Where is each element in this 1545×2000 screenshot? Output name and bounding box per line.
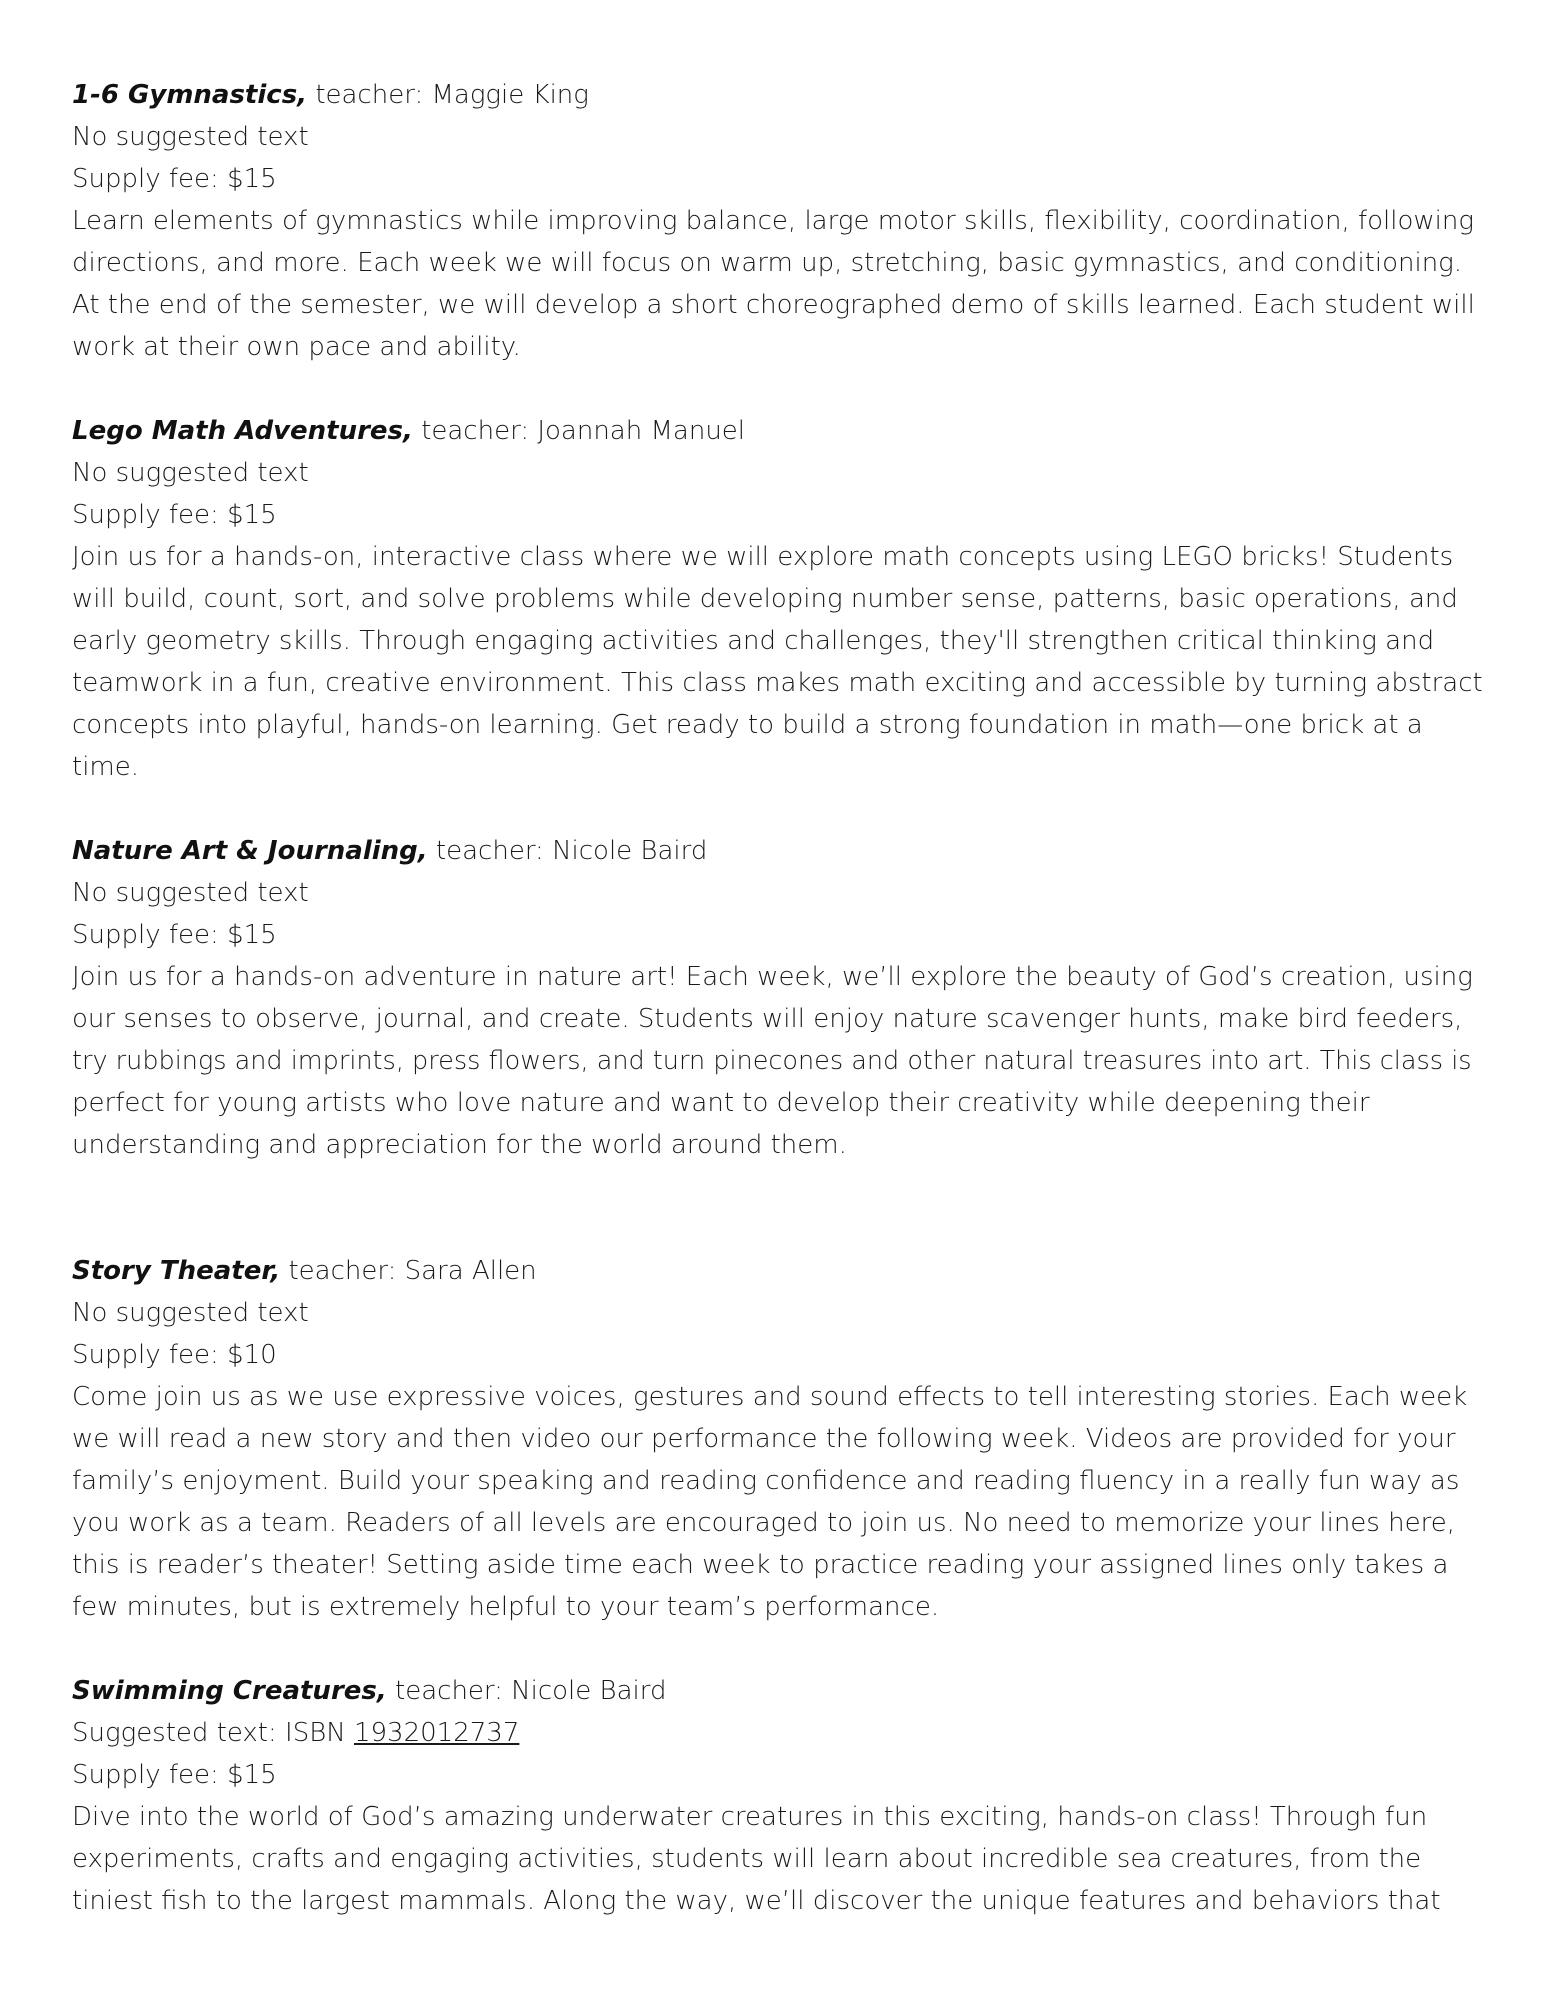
description-line: Join us for a hands-on, interactive class where we will explore math concepts using LEGO bricks! Students (72, 542, 1454, 572)
course-heading (72, 410, 1492, 452)
description-line: time. (72, 752, 140, 782)
supply-fee: Supply fee: $15 (72, 500, 277, 530)
course-lego-math (72, 410, 1492, 788)
course-teacher: teacher: Sara Allen (288, 1256, 537, 1286)
course-title: Lego Math Adventures, (72, 416, 413, 446)
suggested-text: No suggested text (72, 122, 309, 152)
course-title: Nature Art & Journaling, (72, 836, 428, 866)
description-line: understanding and appreciation for the world around them. (72, 1130, 847, 1160)
description-line: tiniest fish to the largest mammals. Along the way, we’ll discover the unique features and behaviors that (72, 1886, 1441, 1916)
description-line: Learn elements of gymnastics while improving balance, large motor skills, flexibility, coordination, following (72, 206, 1474, 236)
description-line: perfect for young artists who love nature and want to develop their creativity while deepening their (72, 1088, 1370, 1118)
description-line: will build, count, sort, and solve problems while developing number sense, patterns, basic operations, and (72, 584, 1458, 614)
supply-fee: Supply fee: $10 (72, 1340, 277, 1370)
description-line: experiments, crafts and engaging activities, students will learn about incredible sea creatures, from the (72, 1844, 1422, 1874)
isbn-link[interactable]: 1932012737 (353, 1718, 520, 1748)
suggested-text-prefix: Suggested text: ISBN (72, 1718, 346, 1748)
description-line: concepts into playful, hands-on learning. Get ready to build a strong foundation in math—one brick at a (72, 710, 1423, 740)
description-line: At the end of the semester, we will develop a short choreographed demo of skills learned. Each student will (72, 290, 1475, 320)
supply-fee: Supply fee: $15 (72, 1760, 277, 1790)
course-heading (72, 1250, 1492, 1292)
suggested-text: No suggested text (72, 878, 309, 908)
course-heading (72, 74, 1492, 116)
course-teacher: teacher: Joannah Manuel (421, 416, 746, 446)
course-gymnastics (72, 74, 1492, 368)
course-story-theater (72, 1250, 1492, 1628)
description-line: few minutes, but is extremely helpful to your team’s performance. (72, 1592, 940, 1622)
description-line: teamwork in a fun, creative environment. This class makes math exciting and accessible by turning abstract (72, 668, 1483, 698)
suggested-text: No suggested text (72, 458, 309, 488)
description-line: family’s enjoyment. Build your speaking and reading confidence and reading fluency in a really fun way as (72, 1466, 1460, 1496)
description-line: this is reader’s theater! Setting aside time each week to practice reading your assigned lines only takes a (72, 1550, 1449, 1580)
supply-fee: Supply fee: $15 (72, 164, 277, 194)
course-teacher: teacher: Maggie King (315, 80, 589, 110)
document-page (72, 74, 1492, 1922)
description-line: try rubbings and imprints, press flowers, and turn pinecones and other natural treasures into art. This class is (72, 1046, 1472, 1076)
course-swimming-creatures (72, 1670, 1492, 1922)
description-line: you work as a team. Readers of all levels are encouraged to join us. No need to memorize your lines here, (72, 1508, 1455, 1538)
description-line: directions, and more. Each week we will focus on warm up, stretching, basic gymnastics, and conditioning. (72, 248, 1463, 278)
supply-fee: Supply fee: $15 (72, 920, 277, 950)
description-line: work at their own pace and ability. (72, 332, 521, 362)
course-title: 1-6 Gymnastics, (72, 80, 308, 110)
description-line: our senses to observe, journal, and create. Students will enjoy nature scavenger hunts, make bird feeders, (72, 1004, 1463, 1034)
description-line: we will read a new story and then video our performance the following week. Videos are provided for your (72, 1424, 1456, 1454)
description-line: Come join us as we use expressive voices, gestures and sound effects to tell interesting stories. Each week (72, 1382, 1468, 1412)
course-heading (72, 830, 1492, 872)
course-title: Swimming Creatures, (72, 1676, 387, 1706)
description-line: Dive into the world of God’s amazing underwater creatures in this exciting, hands-on class! Through fun (72, 1802, 1428, 1832)
course-teacher: teacher: Nicole Baird (395, 1676, 667, 1706)
course-nature-art (72, 830, 1492, 1166)
course-heading (72, 1670, 1492, 1712)
suggested-text: No suggested text (72, 1298, 309, 1328)
suggested-text (72, 1712, 1492, 1754)
course-title: Story Theater, (72, 1256, 281, 1286)
course-teacher: teacher: Nicole Baird (435, 836, 708, 866)
description-line: early geometry skills. Through engaging activities and challenges, they'll strengthen critical thinking and (72, 626, 1435, 656)
description-line: Join us for a hands-on adventure in nature art! Each week, we’ll explore the beauty of God’s creation, using (72, 962, 1473, 992)
